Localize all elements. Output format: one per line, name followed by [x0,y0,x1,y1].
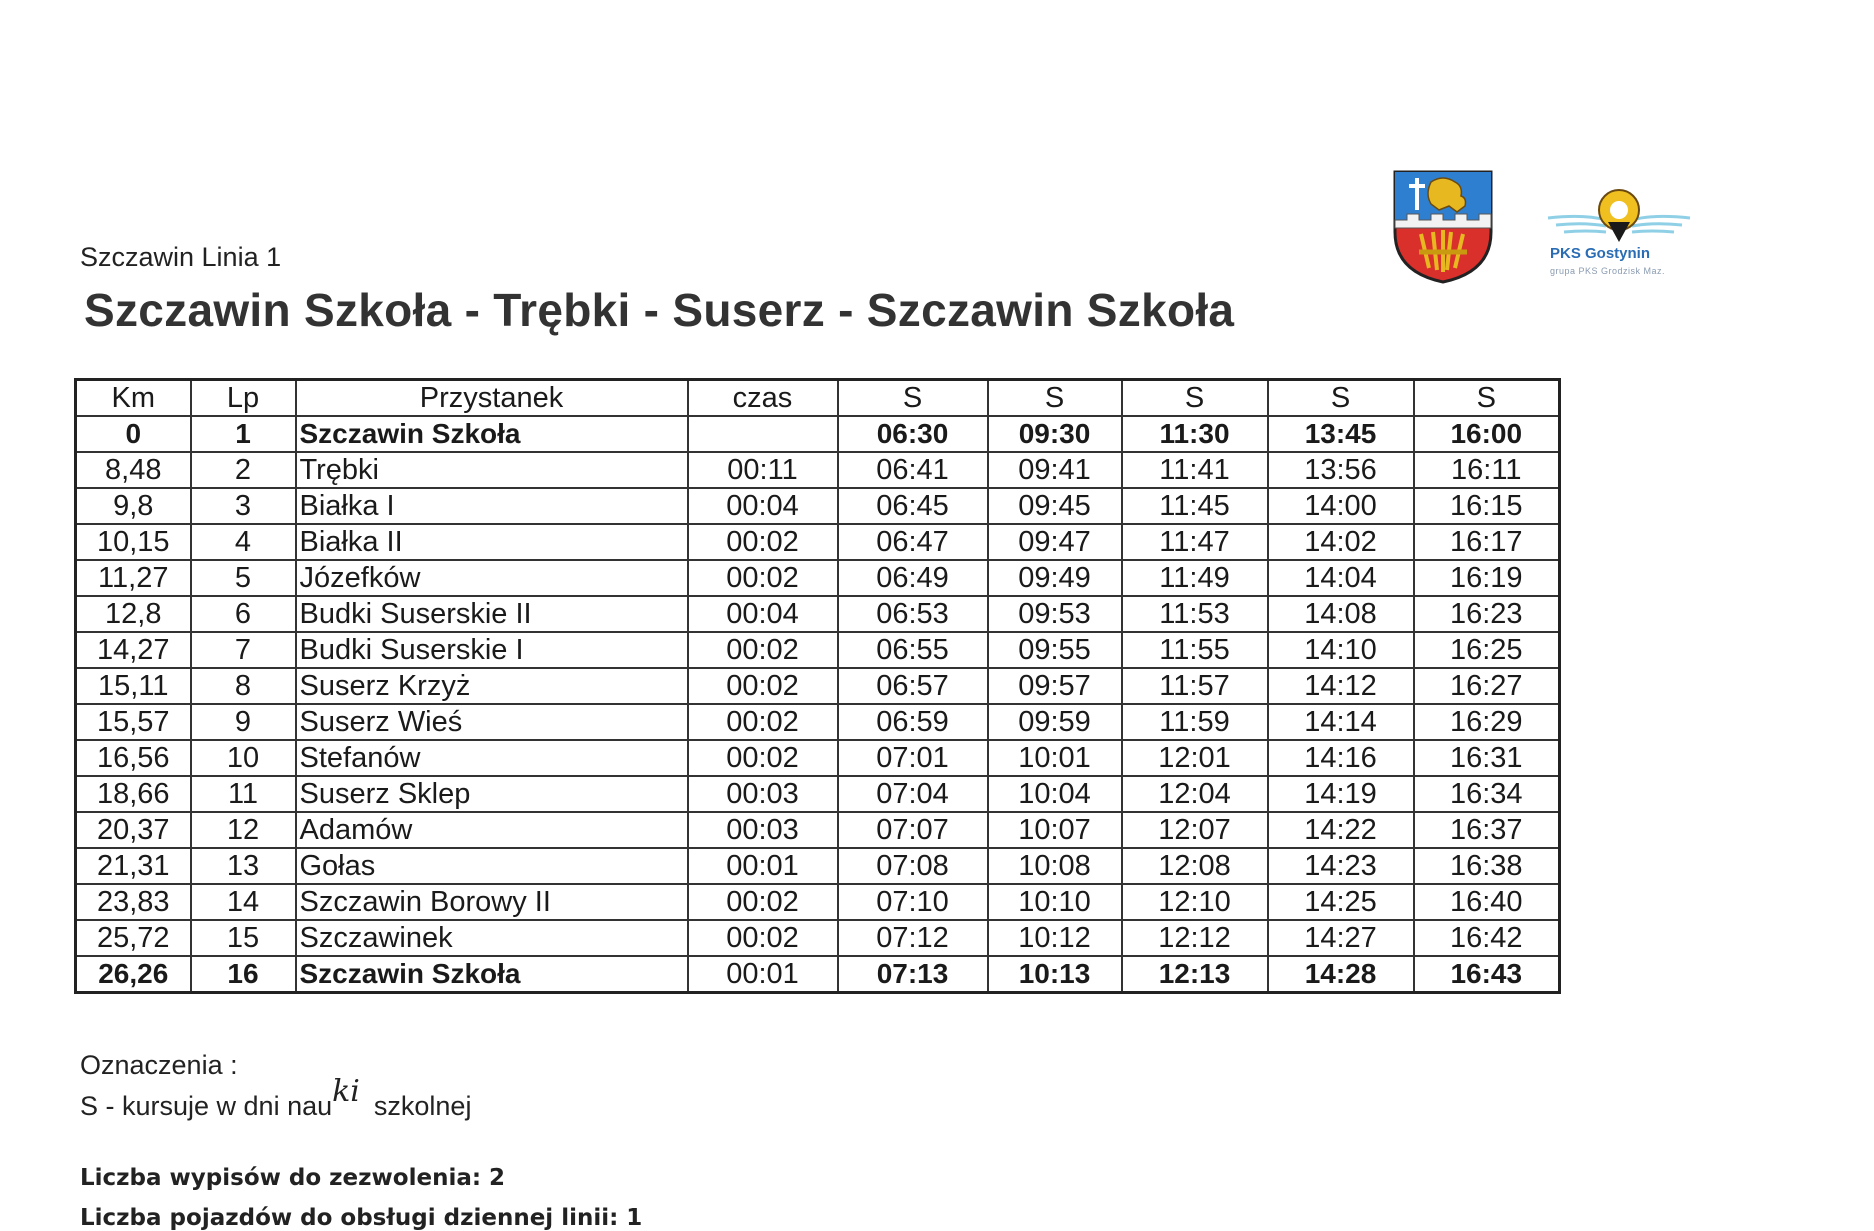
czas-cell: 00:11 [688,452,838,488]
czas-cell: 00:02 [688,704,838,740]
departure-time-cell: 09:47 [988,524,1122,560]
departure-time-cell: 09:30 [988,416,1122,452]
lp-cell: 9 [191,704,296,740]
departure-time-cell: 14:02 [1268,524,1414,560]
departure-time-cell: 06:59 [838,704,988,740]
stop-cell: Adamów [296,812,688,848]
departure-time-cell: 13:45 [1268,416,1414,452]
departure-time-cell: 06:55 [838,632,988,668]
legend-text-end: szkolnej [373,1091,472,1121]
departure-time-cell: 11:41 [1122,452,1268,488]
lp-cell: 11 [191,776,296,812]
table-row [76,416,1560,452]
departure-time-cell: 06:47 [838,524,988,560]
column-header: Lp [191,380,296,417]
departure-time-cell: 16:27 [1414,668,1560,704]
table-row [76,560,1560,596]
lp-cell: 8 [191,668,296,704]
departure-time-cell: 14:22 [1268,812,1414,848]
departure-time-cell: 14:23 [1268,848,1414,884]
lp-cell: 16 [191,956,296,993]
departure-time-cell: 07:04 [838,776,988,812]
departure-time-cell: 06:30 [838,416,988,452]
handwritten-correction: ki [332,1074,360,1109]
lp-cell: 15 [191,920,296,956]
departure-time-cell: 16:29 [1414,704,1560,740]
czas-cell: 00:01 [688,956,838,993]
departure-time-cell: 10:04 [988,776,1122,812]
departure-time-cell: 12:07 [1122,812,1268,848]
table-row [76,524,1560,560]
pks-logo-icon [1544,180,1694,280]
pks-name: PKS Gostynin [1550,245,1651,262]
vehicles-note: Liczba pojazdów do obsługi dziennej linii: 1 [80,1205,643,1231]
departure-time-cell: 14:28 [1268,956,1414,993]
timetable [74,378,1561,994]
departure-time-cell: 07:12 [838,920,988,956]
column-header: S [838,380,988,417]
line-subtitle: Szczawin Linia 1 [80,242,282,272]
departure-time-cell: 10:07 [988,812,1122,848]
departure-time-cell: 16:31 [1414,740,1560,776]
departure-time-cell: 14:16 [1268,740,1414,776]
table-row [76,632,1560,668]
km-cell: 26,26 [76,956,191,993]
czas-cell: 00:03 [688,812,838,848]
column-header: S [1414,380,1560,417]
departure-time-cell: 16:19 [1414,560,1560,596]
departure-time-cell: 16:17 [1414,524,1560,560]
departure-time-cell: 09:57 [988,668,1122,704]
table-row [76,668,1560,704]
departure-time-cell: 16:11 [1414,452,1560,488]
departure-time-cell: 14:10 [1268,632,1414,668]
legend-line [80,1074,472,1123]
stop-cell: Trębki [296,452,688,488]
departure-time-cell: 11:59 [1122,704,1268,740]
departure-time-cell: 16:25 [1414,632,1560,668]
departure-time-cell: 09:45 [988,488,1122,524]
km-cell: 15,11 [76,668,191,704]
departure-time-cell: 10:13 [988,956,1122,993]
departure-time-cell: 12:10 [1122,884,1268,920]
czas-cell: 00:04 [688,488,838,524]
stop-cell: Suserz Krzyż [296,668,688,704]
departure-time-cell: 10:08 [988,848,1122,884]
km-cell: 18,66 [76,776,191,812]
departure-time-cell: 14:19 [1268,776,1414,812]
departure-time-cell: 12:13 [1122,956,1268,993]
departure-time-cell: 06:49 [838,560,988,596]
stop-cell: Gołas [296,848,688,884]
stop-cell: Budki Suserskie II [296,596,688,632]
departure-time-cell: 14:04 [1268,560,1414,596]
departure-time-cell: 14:08 [1268,596,1414,632]
czas-cell: 00:02 [688,920,838,956]
departure-time-cell: 07:10 [838,884,988,920]
departure-time-cell: 16:37 [1414,812,1560,848]
czas-cell: 00:02 [688,560,838,596]
column-header: S [1122,380,1268,417]
lp-cell: 4 [191,524,296,560]
km-cell: 16,56 [76,740,191,776]
czas-cell [688,416,838,452]
departure-time-cell: 10:10 [988,884,1122,920]
departure-time-cell: 09:49 [988,560,1122,596]
lp-cell: 6 [191,596,296,632]
departure-time-cell: 10:12 [988,920,1122,956]
departure-time-cell: 16:38 [1414,848,1560,884]
departure-time-cell: 16:40 [1414,884,1560,920]
departure-time-cell: 10:01 [988,740,1122,776]
pks-subtitle: grupa PKS Grodzisk Maz. [1550,266,1666,276]
departure-time-cell: 11:55 [1122,632,1268,668]
czas-cell: 00:01 [688,848,838,884]
departure-time-cell: 16:34 [1414,776,1560,812]
coat-of-arms-icon [1391,168,1495,286]
route-title: Szczawin Szkoła - Trębki - Suserz - Szczawin Szkoła [84,284,1235,336]
stop-cell: Szczawinek [296,920,688,956]
column-header: czas [688,380,838,417]
column-header: S [988,380,1122,417]
stop-cell: Szczawin Szkoła [296,956,688,993]
column-header: Km [76,380,191,417]
permits-note: Liczba wypisów do zezwolenia: 2 [80,1165,506,1191]
column-header: S [1268,380,1414,417]
lp-cell: 12 [191,812,296,848]
departure-time-cell: 11:53 [1122,596,1268,632]
departure-time-cell: 07:08 [838,848,988,884]
legend-text: S - kursuje w dni nau [80,1091,333,1121]
lp-cell: 2 [191,452,296,488]
lp-cell: 5 [191,560,296,596]
departure-time-cell: 09:53 [988,596,1122,632]
czas-cell: 00:02 [688,740,838,776]
lp-cell: 14 [191,884,296,920]
lp-cell: 13 [191,848,296,884]
stop-cell: Józefków [296,560,688,596]
departure-time-cell: 12:04 [1122,776,1268,812]
departure-time-cell: 11:49 [1122,560,1268,596]
table-row [76,452,1560,488]
table-row [76,956,1560,993]
km-cell: 0 [76,416,191,452]
departure-time-cell: 14:27 [1268,920,1414,956]
departure-time-cell: 16:15 [1414,488,1560,524]
stop-cell: Suserz Sklep [296,776,688,812]
czas-cell: 00:04 [688,596,838,632]
czas-cell: 00:02 [688,884,838,920]
table-row [76,812,1560,848]
km-cell: 14,27 [76,632,191,668]
czas-cell: 00:02 [688,524,838,560]
departure-time-cell: 16:43 [1414,956,1560,993]
departure-time-cell: 13:56 [1268,452,1414,488]
km-cell: 8,48 [76,452,191,488]
timetable-header-row [76,380,1560,417]
departure-time-cell: 06:57 [838,668,988,704]
lp-cell: 10 [191,740,296,776]
table-row [76,488,1560,524]
km-cell: 25,72 [76,920,191,956]
departure-time-cell: 11:47 [1122,524,1268,560]
table-row [76,884,1560,920]
departure-time-cell: 11:57 [1122,668,1268,704]
km-cell: 10,15 [76,524,191,560]
czas-cell: 00:03 [688,776,838,812]
departure-time-cell: 06:53 [838,596,988,632]
legend-title: Oznaczenia : [80,1050,238,1080]
departure-time-cell: 16:23 [1414,596,1560,632]
departure-time-cell: 11:45 [1122,488,1268,524]
departure-time-cell: 07:13 [838,956,988,993]
table-row [76,704,1560,740]
departure-time-cell: 07:01 [838,740,988,776]
table-row [76,776,1560,812]
km-cell: 15,57 [76,704,191,740]
stop-cell: Stefanów [296,740,688,776]
stop-cell: Suserz Wieś [296,704,688,740]
departure-time-cell: 09:59 [988,704,1122,740]
table-row [76,596,1560,632]
stop-cell: Szczawin Szkoła [296,416,688,452]
km-cell: 21,31 [76,848,191,884]
departure-time-cell: 09:55 [988,632,1122,668]
stop-cell: Białka II [296,524,688,560]
departure-time-cell: 07:07 [838,812,988,848]
departure-time-cell: 14:00 [1268,488,1414,524]
stop-cell: Budki Suserskie I [296,632,688,668]
departure-time-cell: 11:30 [1122,416,1268,452]
lp-cell: 7 [191,632,296,668]
departure-time-cell: 16:42 [1414,920,1560,956]
column-header: Przystanek [296,380,688,417]
km-cell: 12,8 [76,596,191,632]
departure-time-cell: 12:12 [1122,920,1268,956]
km-cell: 11,27 [76,560,191,596]
lp-cell: 1 [191,416,296,452]
departure-time-cell: 06:41 [838,452,988,488]
czas-cell: 00:02 [688,632,838,668]
departure-time-cell: 09:41 [988,452,1122,488]
table-row [76,920,1560,956]
departure-time-cell: 14:25 [1268,884,1414,920]
departure-time-cell: 14:12 [1268,668,1414,704]
czas-cell: 00:02 [688,668,838,704]
departure-time-cell: 12:01 [1122,740,1268,776]
departure-time-cell: 16:00 [1414,416,1560,452]
departure-time-cell: 14:14 [1268,704,1414,740]
km-cell: 9,8 [76,488,191,524]
table-row [76,740,1560,776]
stop-cell: Szczawin Borowy II [296,884,688,920]
km-cell: 20,37 [76,812,191,848]
lp-cell: 3 [191,488,296,524]
stop-cell: Białka I [296,488,688,524]
departure-time-cell: 12:08 [1122,848,1268,884]
departure-time-cell: 06:45 [838,488,988,524]
table-row [76,848,1560,884]
km-cell: 23,83 [76,884,191,920]
